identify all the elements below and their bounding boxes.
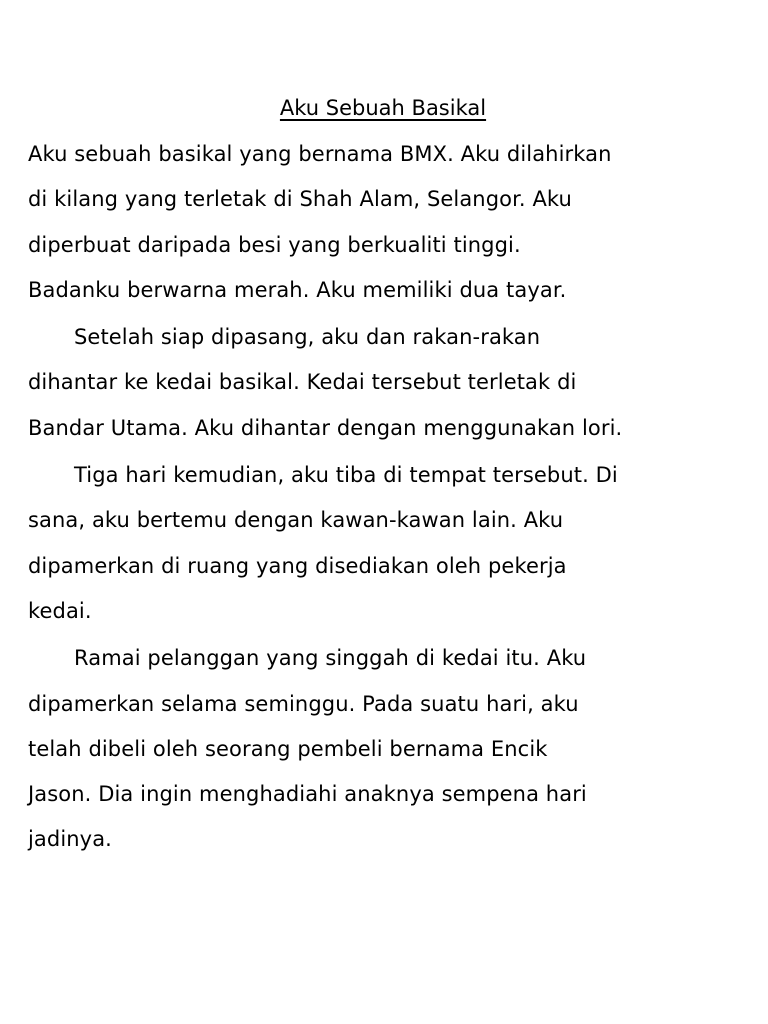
paragraph-line: dihantar ke kedai basikal. Kedai tersebut terletak di	[28, 370, 577, 395]
paragraph-4	[28, 636, 748, 862]
paragraph-line: jadinya.	[28, 827, 112, 852]
paragraph-line: Bandar Utama. Aku dihantar dengan menggunakan lori.	[28, 415, 623, 440]
paragraph-2	[28, 315, 748, 451]
paragraph-line: Aku sebuah basikal yang bernama BMX. Aku dilahirkan	[28, 142, 612, 166]
paragraph-line: di kilang yang terletak di Shah Alam, Selangor. Aku	[28, 187, 572, 212]
paragraph-line: Badanku berwarna merah. Aku memiliki dua tayar.	[28, 277, 567, 302]
paragraph-3	[28, 453, 748, 634]
paragraph-1	[28, 132, 748, 313]
paragraph-line: Setelah siap dipasang, aku dan rakan-rakan	[74, 325, 541, 350]
paragraph-line: diperbuat daripada besi yang berkualiti tinggi.	[28, 232, 521, 257]
paragraph-line: dipamerkan di ruang yang disediakan oleh pekerja	[28, 553, 567, 578]
paragraph-line: Jason. Dia ingin menghadiahi anaknya sempena hari	[28, 782, 587, 807]
paragraph-line: sana, aku bertemu dengan kawan-kawan lain. Aku	[28, 508, 564, 533]
paragraph-line: kedai.	[28, 598, 92, 623]
document-title: Aku Sebuah Basikal	[279, 96, 487, 120]
paragraph-line: Tiga hari kemudian, aku tiba di tempat tersebut. Di	[74, 463, 618, 488]
paragraph-line: dipamerkan selama seminggu. Pada suatu hari, aku	[28, 691, 579, 716]
paragraph-line: Ramai pelanggan yang singgah di kedai itu. Aku	[74, 646, 587, 671]
paragraph-line: telah dibeli oleh seorang pembeli bernama Encik	[28, 736, 548, 761]
